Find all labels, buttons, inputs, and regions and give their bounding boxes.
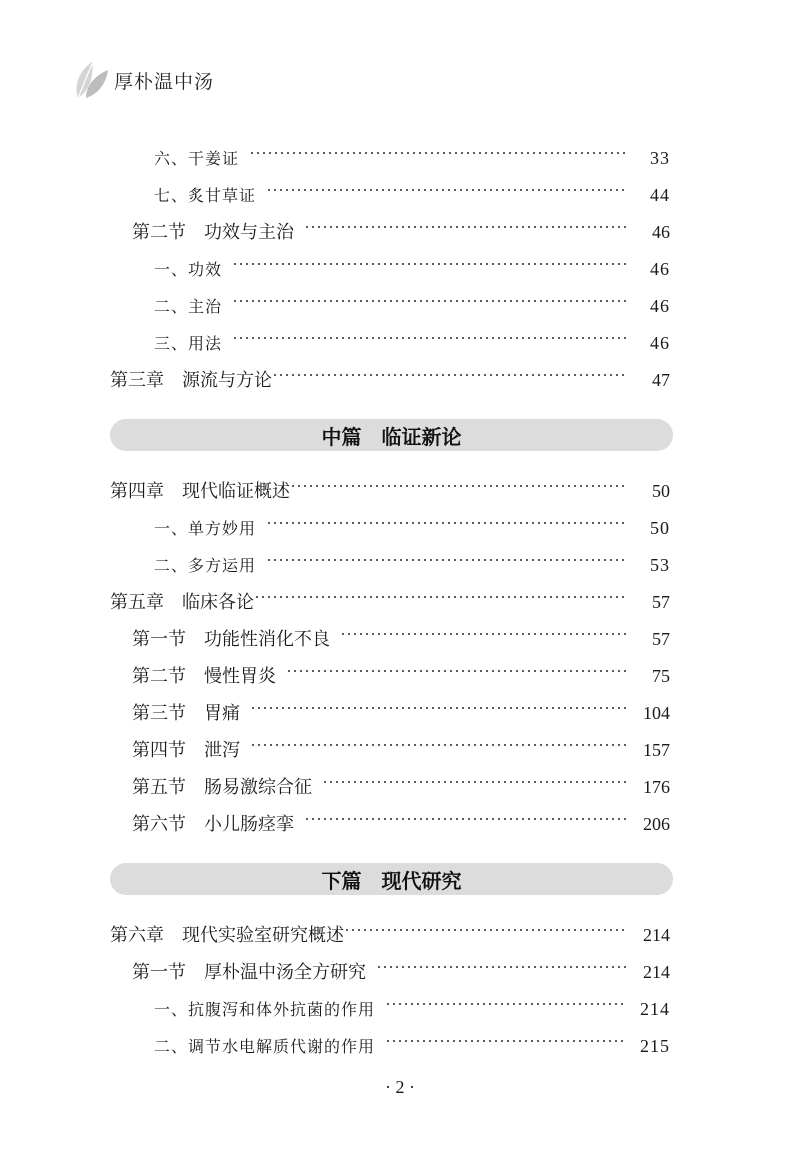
toc-entry[interactable] [110, 356, 670, 391]
leader-dots [266, 541, 626, 571]
toc-entry-page: 215 [640, 1036, 670, 1056]
leader-dots [232, 319, 626, 349]
toc-entry-label: 一、抗腹泻和体外抗菌的作用 [154, 1000, 376, 1019]
toc-entry[interactable] [154, 245, 670, 279]
toc-entry-page: 33 [650, 148, 670, 168]
toc-entry[interactable] [154, 1022, 670, 1056]
toc-entry-label: 第四章 现代临证概述 [110, 481, 290, 502]
toc-entry-page: 47 [652, 370, 670, 390]
leader-dots [376, 948, 626, 978]
toc-entry[interactable] [132, 208, 670, 243]
toc-entry-label: 二、主治 [154, 297, 223, 316]
toc-entry-page: 206 [643, 814, 670, 834]
toc-entry[interactable] [132, 763, 670, 798]
toc-entry-label: 三、用法 [154, 334, 223, 353]
toc-entry[interactable] [154, 171, 670, 205]
toc-entry-label: 一、单方妙用 [154, 519, 257, 538]
toc-entry-page: 44 [650, 185, 670, 205]
toc-entry-label: 第六章 现代实验室研究概述 [110, 925, 344, 946]
toc-entry[interactable] [132, 726, 670, 761]
leader-dots [286, 652, 626, 682]
page-number: · 2 · [385, 1077, 415, 1097]
toc-entry[interactable] [154, 985, 670, 1019]
toc-entry-page: 104 [643, 703, 670, 723]
toc-entry-label: 七、炙甘草证 [154, 186, 257, 205]
toc-entry-page: 57 [652, 629, 670, 649]
toc-entry-page: 46 [650, 296, 670, 316]
toc-entry-page: 46 [650, 259, 670, 279]
leader-dots [232, 245, 626, 275]
leader-dots [290, 467, 626, 497]
toc-entry[interactable] [132, 689, 670, 724]
leader-dots [304, 208, 626, 238]
toc-entry[interactable] [132, 800, 670, 835]
leader-dots [266, 171, 626, 201]
toc-entry[interactable] [110, 578, 670, 613]
leader-dots [344, 911, 626, 941]
toc-entry[interactable] [154, 282, 670, 316]
toc-entry-label: 二、多方运用 [154, 556, 257, 575]
toc-entry-label: 第三章 源流与方论 [110, 370, 272, 391]
toc-entry[interactable] [132, 652, 670, 687]
toc-entry-page: 214 [643, 962, 670, 982]
toc-entry-label: 第一节 厚朴温中汤全方研究 [132, 962, 366, 983]
toc-entry-label: 第二节 功效与主治 [132, 222, 294, 243]
toc-entry-label: 第五章 临床各论 [110, 592, 254, 613]
toc-entry-label: 第一节 功能性消化不良 [132, 629, 330, 650]
toc-entry-page: 50 [652, 481, 670, 501]
book-title: 厚朴温中汤 [114, 70, 215, 93]
toc-entry-label: 第五节 肠易激综合征 [132, 777, 312, 798]
toc-entry-page: 214 [640, 999, 670, 1019]
toc-entry[interactable] [154, 504, 670, 538]
toc-entry-label: 第六节 小儿肠痉挛 [132, 814, 294, 835]
toc-entry[interactable] [154, 319, 670, 353]
toc-entry-label: 六、干姜证 [154, 149, 240, 168]
toc-entry-label: 一、功效 [154, 260, 223, 279]
toc-entry-page: 50 [650, 518, 670, 538]
toc-entry[interactable] [154, 134, 670, 168]
leader-dots [266, 504, 626, 534]
toc-entry-page: 214 [643, 925, 670, 945]
leader-dots [304, 800, 626, 830]
toc-entry[interactable] [132, 948, 670, 983]
leader-dots [385, 1022, 626, 1052]
toc-entry[interactable] [110, 467, 670, 502]
toc-entry-label: 第二节 慢性胃炎 [132, 666, 276, 687]
section-banner [110, 863, 673, 895]
toc-entry-page: 46 [650, 333, 670, 353]
leader-dots [232, 282, 626, 312]
section-title: 中篇 临证新论 [321, 424, 462, 449]
toc-entry-page: 157 [643, 740, 670, 760]
section-title: 下篇 现代研究 [321, 868, 462, 893]
leader-dots [272, 356, 626, 386]
toc-entry[interactable] [154, 541, 670, 575]
leader-dots [249, 134, 626, 164]
toc-entry-page: 176 [643, 777, 670, 797]
toc-entry-label: 第四节 泄泻 [132, 740, 240, 761]
toc-entry-page: 57 [652, 592, 670, 612]
toc-entry-page: 75 [652, 666, 670, 686]
toc-entry-label: 二、调节水电解质代谢的作用 [154, 1037, 376, 1056]
toc-entry[interactable] [110, 911, 670, 946]
toc-entry-page: 53 [650, 555, 670, 575]
leader-dots [340, 615, 626, 645]
toc-entry-label: 第三节 胃痛 [132, 703, 240, 724]
toc-entry-page: 46 [652, 222, 670, 242]
leader-dots [254, 578, 626, 608]
section-banner [110, 419, 673, 451]
leader-dots [250, 689, 626, 719]
leader-dots [322, 763, 626, 793]
toc-entry[interactable] [132, 615, 670, 650]
leader-dots [250, 726, 626, 756]
leader-dots [385, 985, 626, 1015]
